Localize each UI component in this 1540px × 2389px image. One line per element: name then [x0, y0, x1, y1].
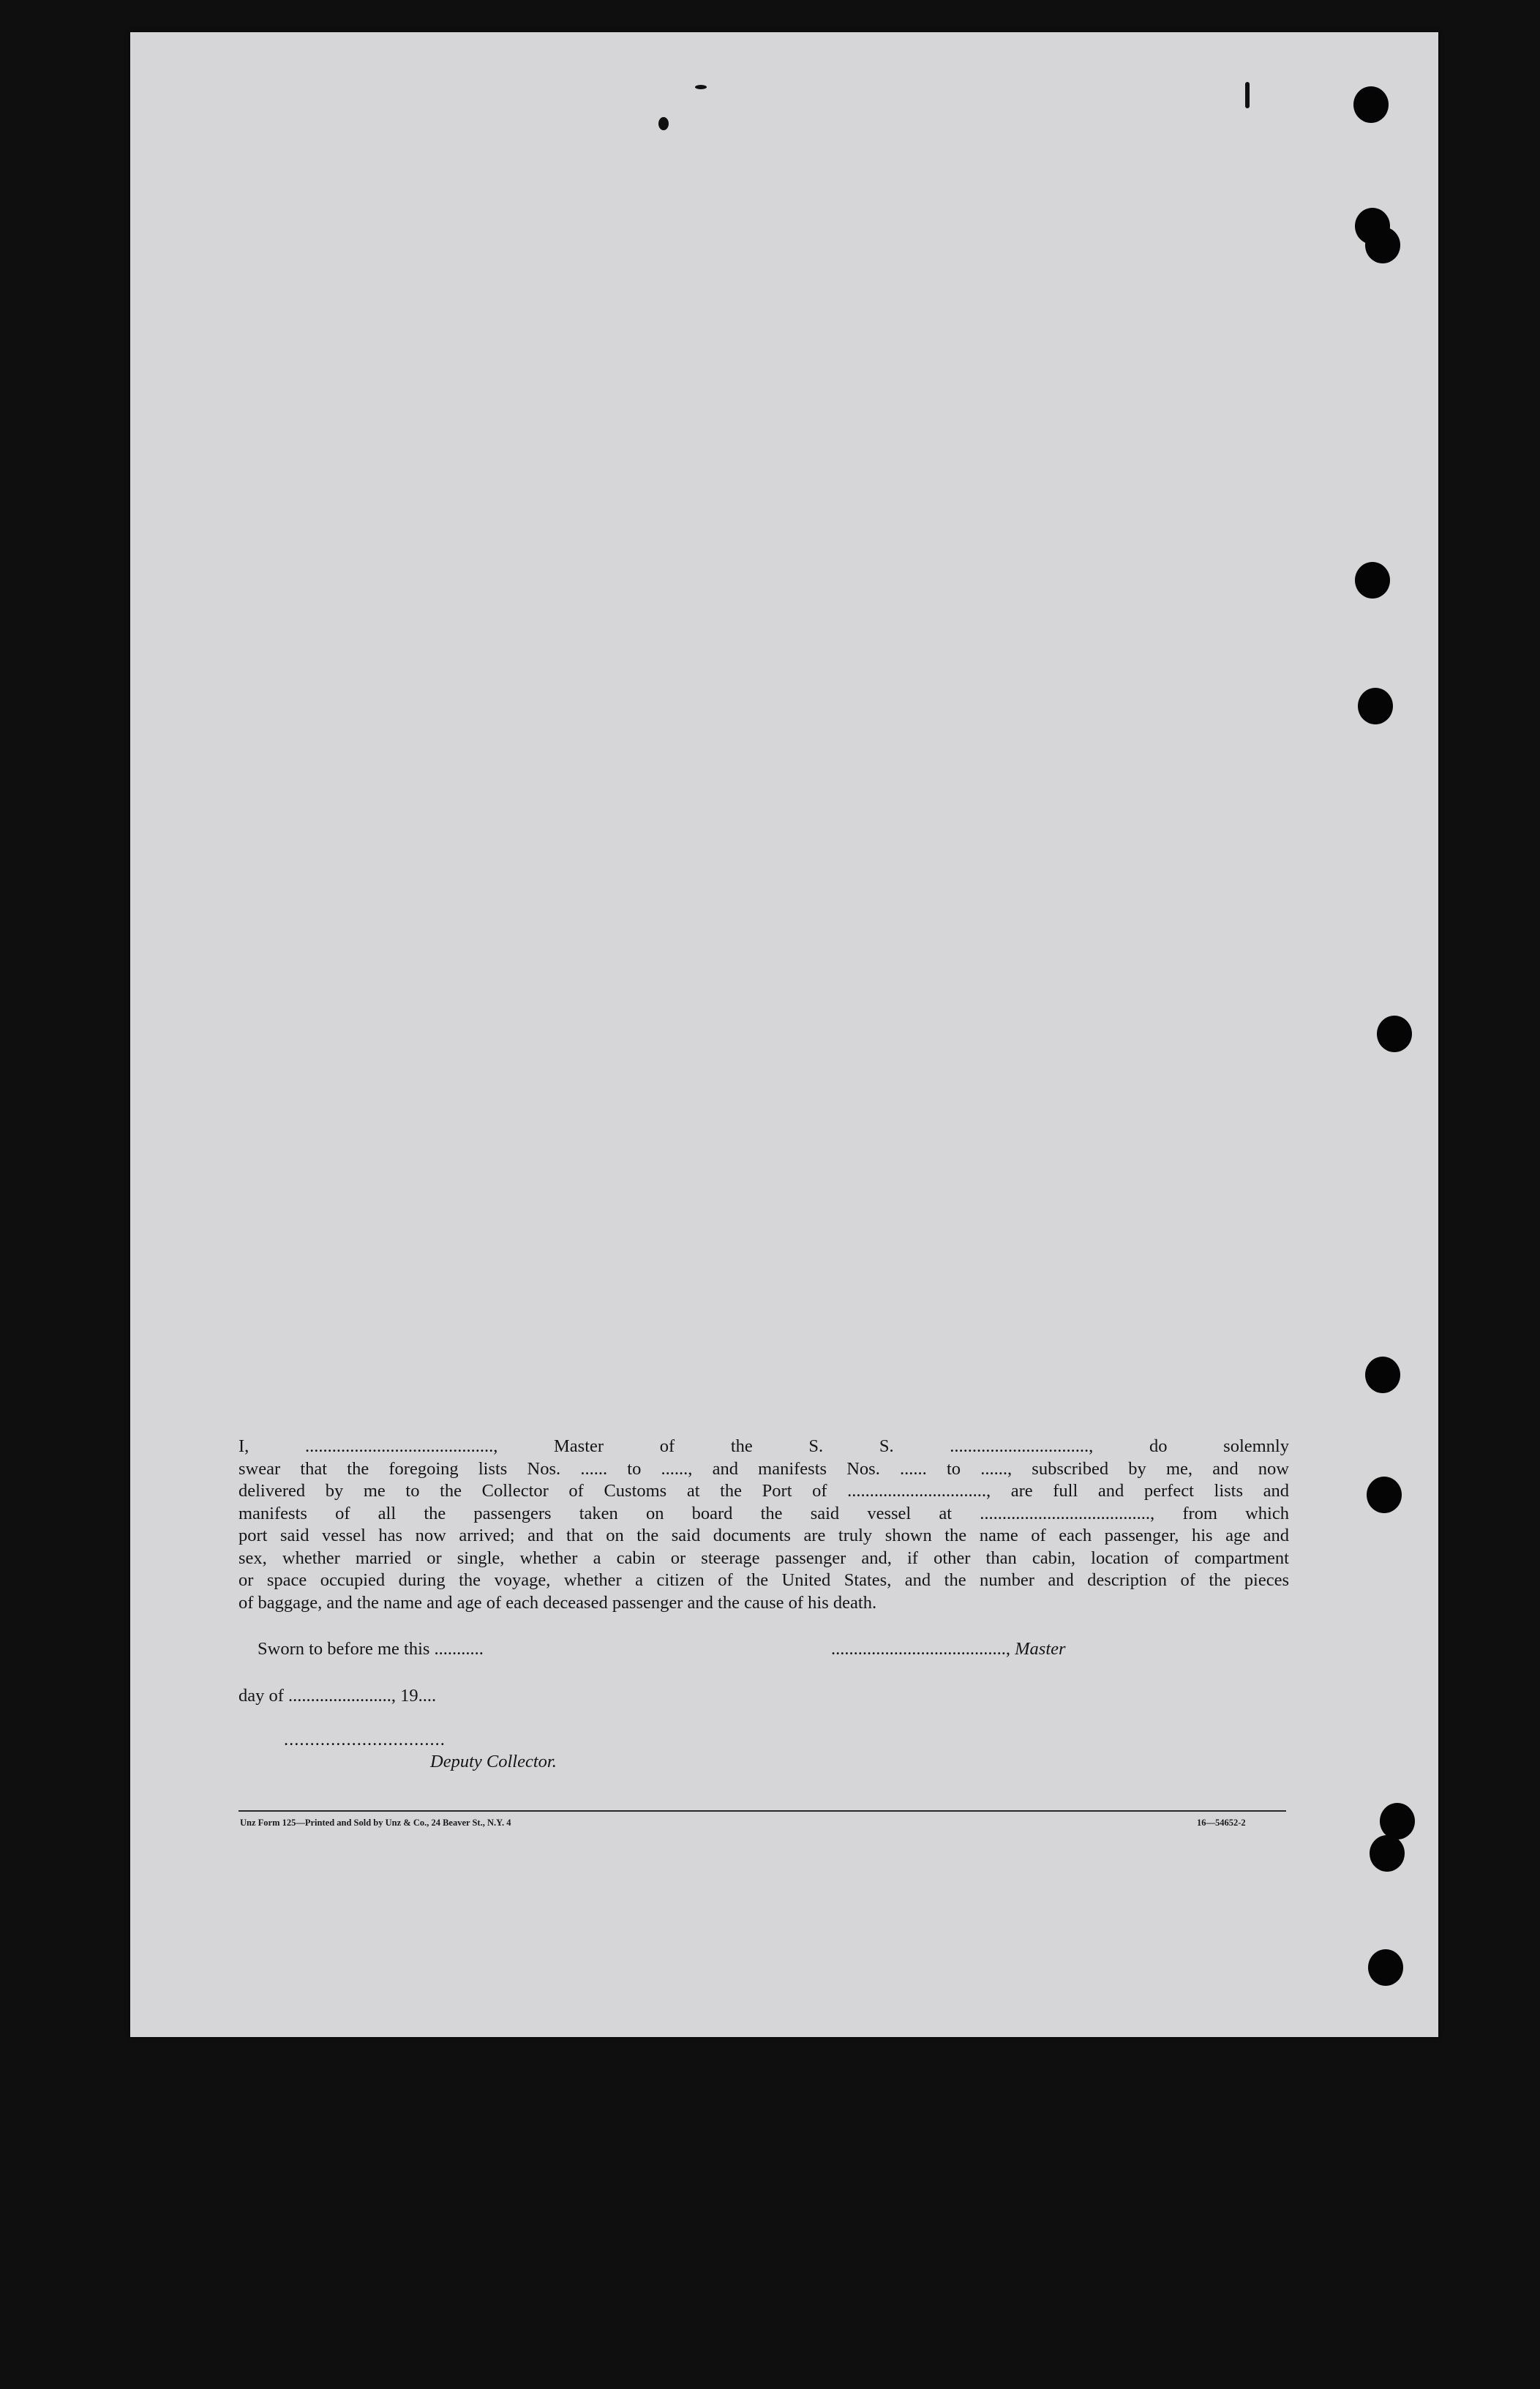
master-label: Master — [1015, 1639, 1066, 1659]
footer-rule — [238, 1810, 1286, 1812]
oath-line: delivered by me to the Collector of Customs at the Port of ..............................., are full and perfect lists and — [238, 1481, 1289, 1501]
oath-line: of baggage, and the name and age of each deceased passenger and the cause of his death. — [238, 1592, 877, 1613]
deputy-signature-dots: ............................... — [284, 1730, 446, 1749]
oath-line: I, .........................................., Master of the S. S. ..............................., do solemnly — [238, 1436, 1289, 1456]
oath-line: port said vessel has now arrived; and that on the said documents are truly shown the name of each passenger, his age and — [238, 1526, 1289, 1545]
sworn-line: Sworn to before me this ........... — [258, 1639, 484, 1659]
punch-hole — [1365, 1357, 1400, 1393]
punch-hole — [1380, 1803, 1415, 1839]
ink-speck — [695, 85, 707, 89]
punch-hole — [1367, 1477, 1402, 1513]
punch-hole — [1365, 227, 1400, 263]
deputy-collector-label — [430, 1752, 557, 1772]
oath-line: sex, whether married or single, whether a cabin or steerage passenger and, if other than cabin, location of compartment — [238, 1548, 1289, 1568]
oath-line: swear that the foregoing lists Nos. ...... to ......, and manifests Nos. ...... to ......, subscribed by me, and now — [238, 1458, 1289, 1479]
printer-imprint: Unz Form 125—Printed and Sold by Unz & Co., 24 Beaver St., N.Y. 4 — [240, 1818, 511, 1828]
master-oath-paragraph — [238, 1436, 1289, 1614]
deputy-collector-text: Deputy Collector. — [430, 1752, 557, 1771]
punch-hole — [1368, 1949, 1403, 1986]
day-line: day of ......................., 19.... — [238, 1686, 437, 1706]
oath-line: manifests of all the passengers taken on board the said vessel at ......................................, from which — [238, 1503, 1289, 1523]
master-signature-line — [831, 1639, 1066, 1659]
oath-line: or space occupied during the voyage, whether a citizen of the United States, and the number and description of the pieces — [238, 1570, 1289, 1590]
master-signature-dots: ......................................., — [831, 1639, 1015, 1659]
punch-hole — [1358, 688, 1393, 724]
punch-hole — [1377, 1016, 1412, 1052]
punch-hole — [1370, 1835, 1405, 1872]
punch-hole — [1355, 562, 1390, 599]
punch-hole — [1353, 86, 1389, 123]
ink-speck — [1245, 82, 1250, 108]
ink-speck — [658, 117, 669, 130]
form-number: 16—54652-2 — [1197, 1818, 1246, 1828]
